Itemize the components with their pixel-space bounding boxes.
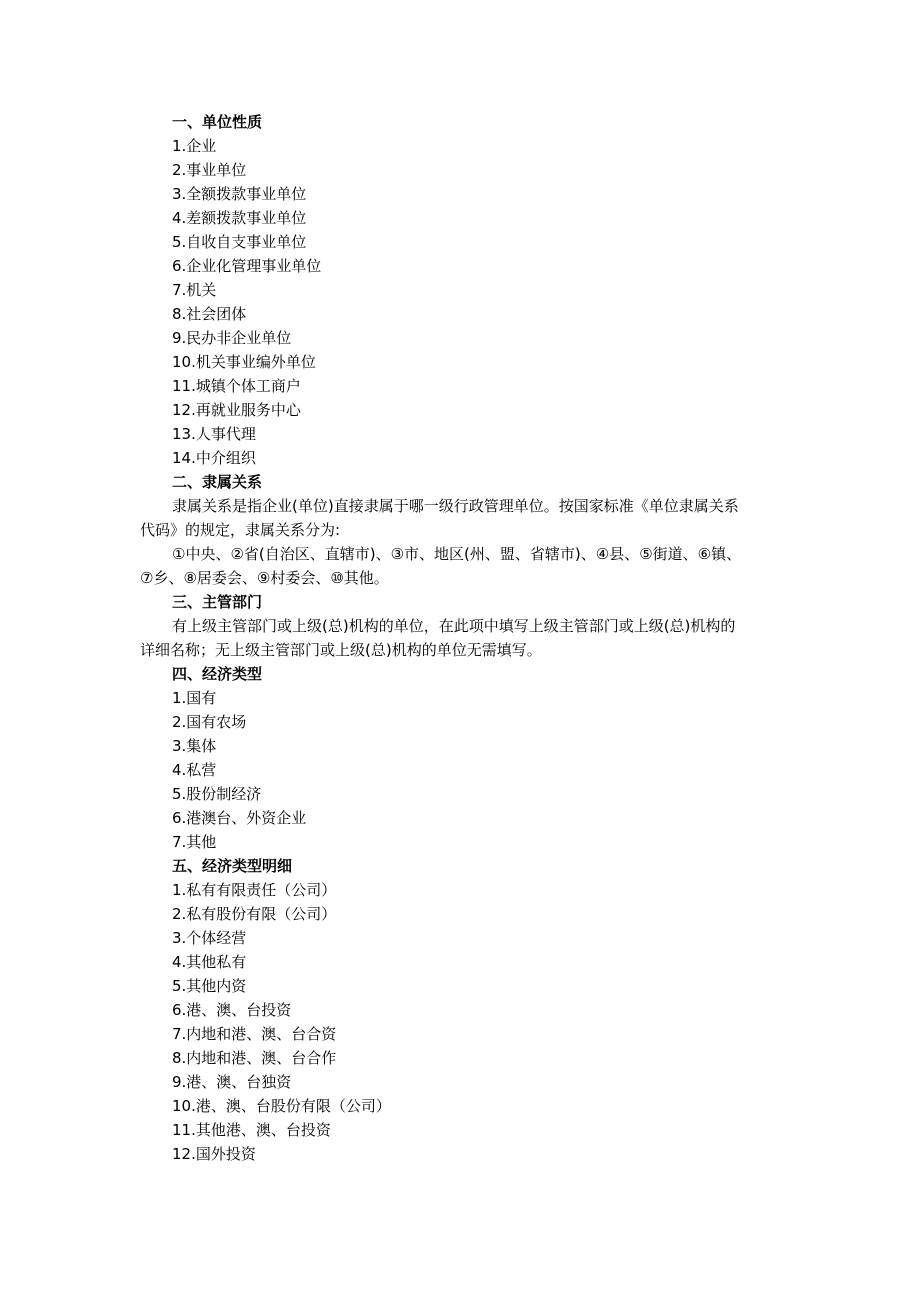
list-item: 11.其他港、澳、台投资 <box>172 1121 331 1139</box>
list-item: 4.差额拨款事业单位 <box>172 209 307 227</box>
list-item: 3.集体 <box>172 737 217 755</box>
list-item: 6.港澳台、外资企业 <box>172 809 307 827</box>
document-page <box>140 110 800 1166</box>
list-item: 3.全额拨款事业单位 <box>172 185 307 203</box>
paragraph-line: 隶属关系是指企业(单位)直接隶属于哪一级行政管理单位。按国家标准《单位隶属关系 <box>172 497 739 515</box>
list-item: 6.港、澳、台投资 <box>172 1001 292 1019</box>
section-heading-unit-nature: 一、单位性质 <box>172 113 263 131</box>
list-item: 13.人事代理 <box>172 425 256 443</box>
list-item: 8.社会团体 <box>172 305 247 323</box>
list-item: 8.内地和港、澳、台合作 <box>172 1049 337 1067</box>
list-item: 2.私有股份有限（公司） <box>172 905 337 923</box>
paragraph-line: ①中央、②省(自治区、直辖市)、③市、地区(州、盟、省辖市)、④县、⑤街道、⑥镇、 <box>172 545 742 563</box>
list-item: 2.事业单位 <box>172 161 247 179</box>
section-heading-supervising-dept: 三、主管部门 <box>172 593 263 611</box>
paragraph-line: ⑦乡、⑧居委会、⑨村委会、⑩其他。 <box>140 569 389 587</box>
list-item: 1.私有有限责任（公司） <box>172 881 337 899</box>
list-item: 11.城镇个体工商户 <box>172 377 301 395</box>
list-item: 10.机关事业编外单位 <box>172 353 316 371</box>
list-item: 7.机关 <box>172 281 217 299</box>
list-item: 3.个体经营 <box>172 929 247 947</box>
list-item: 5.自收自支事业单位 <box>172 233 307 251</box>
list-item: 12.国外投资 <box>172 1145 256 1163</box>
list-item: 4.其他私有 <box>172 953 247 971</box>
economic-type-detail-list <box>140 878 800 1166</box>
section-heading-economic-type-detail: 五、经济类型明细 <box>172 857 293 875</box>
list-item: 14.中介组织 <box>172 449 256 467</box>
list-item: 5.股份制经济 <box>172 785 262 803</box>
list-item: 9.港、澳、台独资 <box>172 1073 292 1091</box>
supervising-dept-paragraph <box>140 614 800 662</box>
list-item: 7.内地和港、澳、台合资 <box>172 1025 337 1043</box>
list-item: 4.私营 <box>172 761 217 779</box>
unit-nature-list <box>140 134 800 470</box>
affiliation-paragraph <box>140 494 800 542</box>
list-item: 1.国有 <box>172 689 217 707</box>
paragraph-line: 详细名称；无上级主管部门或上级(总)机构的单位无需填写。 <box>140 641 542 659</box>
list-item: 7.其他 <box>172 833 217 851</box>
section-heading-economic-type: 四、经济类型 <box>172 665 263 683</box>
list-item: 2.国有农场 <box>172 713 247 731</box>
list-item: 1.企业 <box>172 137 217 155</box>
list-item: 12.再就业服务中心 <box>172 401 301 419</box>
list-item: 6.企业化管理事业单位 <box>172 257 322 275</box>
economic-type-list <box>140 686 800 854</box>
section-heading-affiliation: 二、隶属关系 <box>172 473 263 491</box>
affiliation-levels <box>140 542 800 590</box>
paragraph-line: 有上级主管部门或上级(总)机构的单位，在此项中填写上级主管部门或上级(总)机构的 <box>172 617 736 635</box>
list-item: 5.其他内资 <box>172 977 247 995</box>
list-item: 9.民办非企业单位 <box>172 329 292 347</box>
paragraph-line: 代码》的规定，隶属关系分为: <box>140 521 341 539</box>
list-item: 10.港、澳、台股份有限（公司） <box>172 1097 391 1115</box>
